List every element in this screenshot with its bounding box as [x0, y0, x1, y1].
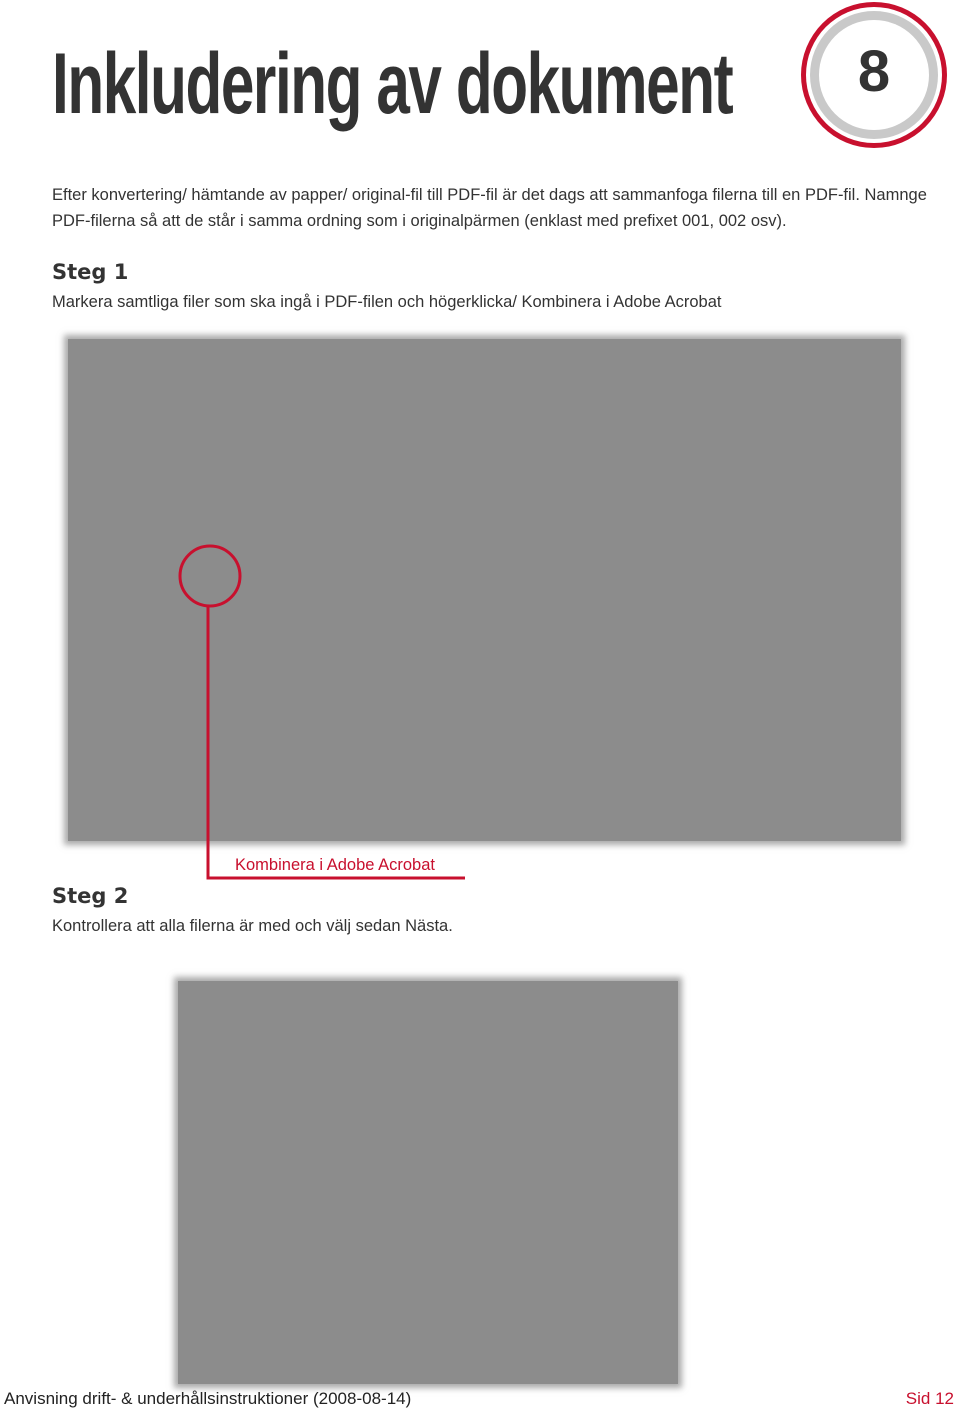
footer-page-number: Sid 12 — [905, 1389, 954, 1408]
step-2-text: Kontrollera att alla filerna är med och välj sedan Nästa. — [52, 917, 453, 935]
step-2-heading: Steg 2 — [52, 884, 129, 908]
footer-document-title: Anvisning drift- & underhållsinstruktioner (2008-08-14) — [4, 1389, 412, 1408]
step-1-screenshot-placeholder — [68, 339, 901, 841]
page-title: Inkludering av dokument — [52, 36, 733, 132]
callout-label: Kombinera i Adobe Acrobat — [235, 856, 435, 874]
intro-paragraph: Efter konvertering/ hämtande av papper/ original-fil till PDF-fil är det dags att sammanfoga filerna till en PDF-fil. Namnge PDF-filerna så att de står i samma ordning som i originalpärmen (enklast med prefixet 001, 002 osv). — [52, 186, 927, 230]
step-2-screenshot-placeholder — [178, 981, 678, 1384]
chapter-number: 8 — [857, 39, 891, 104]
chapter-badge — [801, 2, 947, 148]
step-1-heading: Steg 1 — [52, 260, 129, 284]
step-1-text: Markera samtliga filer som ska ingå i PDF-filen och högerklicka/ Kombinera i Adobe Acrobat — [52, 293, 722, 311]
